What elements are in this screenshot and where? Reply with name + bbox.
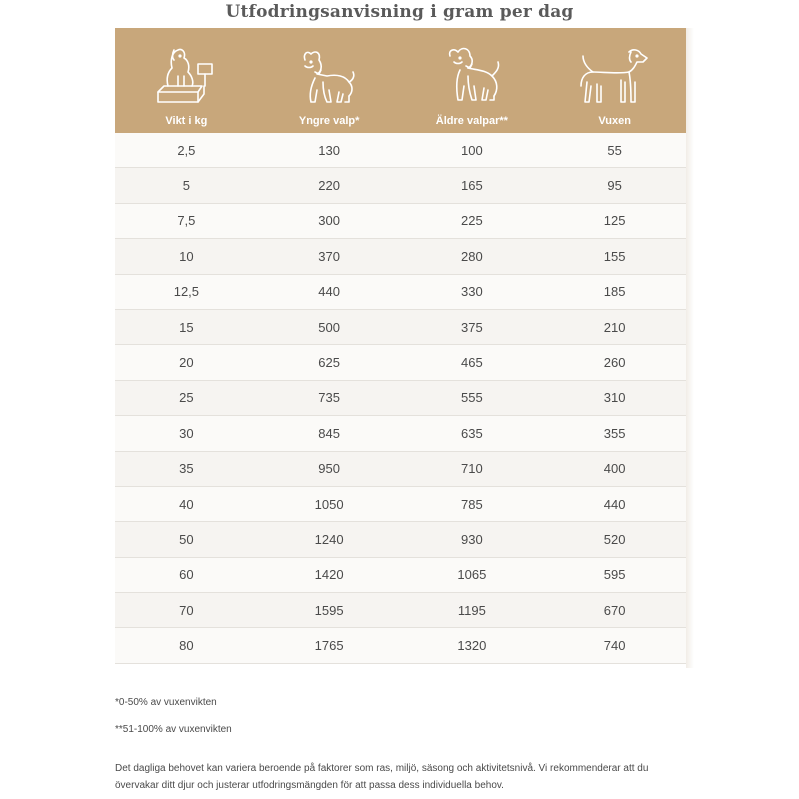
cell-weight: 12,5 bbox=[173, 284, 200, 300]
cell-young-puppy: 1420 bbox=[314, 567, 344, 583]
cell-adult: 670 bbox=[603, 602, 626, 618]
cell-adult: 400 bbox=[603, 461, 626, 477]
cell-weight: 10 bbox=[179, 248, 194, 264]
footnote-older-puppy: **51-100% av vuxenvikten bbox=[115, 724, 232, 735]
table-row bbox=[115, 345, 686, 380]
table-row bbox=[115, 452, 686, 487]
cell-older-puppy: 375 bbox=[461, 319, 483, 335]
table-row bbox=[115, 275, 686, 310]
table-body bbox=[115, 133, 686, 664]
table-row bbox=[115, 628, 686, 663]
cell-older-puppy: 635 bbox=[461, 425, 483, 441]
cell-young-puppy: 845 bbox=[318, 425, 340, 441]
cell-young-puppy: 500 bbox=[318, 319, 340, 335]
cell-adult: 155 bbox=[603, 248, 626, 264]
adult-dog-icon bbox=[573, 42, 657, 112]
table-header bbox=[115, 28, 686, 133]
cell-adult: 740 bbox=[603, 638, 626, 654]
cell-young-puppy: 300 bbox=[318, 213, 340, 229]
cell-weight: 5 bbox=[182, 178, 190, 194]
cell-adult: 440 bbox=[603, 496, 626, 512]
header-label-adult: Vuxen bbox=[598, 115, 631, 127]
cell-older-puppy: 330 bbox=[461, 284, 483, 300]
cell-older-puppy: 100 bbox=[461, 142, 483, 158]
header-weight bbox=[115, 28, 258, 133]
table-row bbox=[115, 168, 686, 203]
table-row bbox=[115, 204, 686, 239]
table-row bbox=[115, 593, 686, 628]
cell-weight: 50 bbox=[179, 531, 194, 547]
cell-young-puppy: 440 bbox=[318, 284, 340, 300]
header-label-young-puppy: Yngre valp* bbox=[298, 115, 360, 127]
cell-weight: 2,5 bbox=[177, 142, 196, 158]
header-label-older-puppy: Äldre valpar** bbox=[435, 115, 508, 127]
cell-adult: 95 bbox=[607, 178, 622, 194]
table-row bbox=[115, 310, 686, 345]
cell-adult: 55 bbox=[607, 142, 622, 158]
header-young-puppy bbox=[258, 28, 401, 133]
cell-older-puppy: 280 bbox=[461, 248, 483, 264]
dog-on-scale-icon bbox=[154, 42, 218, 112]
cell-older-puppy: 785 bbox=[461, 496, 483, 512]
cell-adult: 210 bbox=[603, 319, 626, 335]
cell-older-puppy: 465 bbox=[461, 355, 483, 371]
table-row bbox=[115, 558, 686, 593]
cell-adult: 520 bbox=[603, 531, 626, 547]
cell-older-puppy: 1320 bbox=[457, 638, 487, 654]
cell-young-puppy: 220 bbox=[318, 178, 340, 194]
table-row bbox=[115, 522, 686, 557]
cell-older-puppy: 165 bbox=[461, 178, 483, 194]
cell-young-puppy: 1765 bbox=[314, 638, 344, 654]
cell-weight: 70 bbox=[179, 602, 194, 618]
cell-older-puppy: 1065 bbox=[457, 567, 487, 583]
table-row bbox=[115, 381, 686, 416]
feeding-disclaimer: Det dagliga behovet kan variera beroende på faktorer som ras, miljö, säsong och aktivitetsnivå. Vi rekommenderar att du övervakar ditt djur och justerar utfodringsmängden för att passa dess individuella behov. bbox=[115, 763, 649, 791]
older-puppy-icon bbox=[440, 42, 504, 112]
cell-young-puppy: 1050 bbox=[314, 496, 344, 512]
puppy-icon bbox=[297, 42, 361, 112]
cell-weight: 80 bbox=[179, 638, 194, 654]
cell-young-puppy: 130 bbox=[318, 142, 340, 158]
cell-young-puppy: 625 bbox=[318, 355, 340, 371]
cell-weight: 15 bbox=[179, 319, 194, 335]
cell-adult: 125 bbox=[603, 213, 626, 229]
cell-older-puppy: 930 bbox=[461, 531, 483, 547]
cell-young-puppy: 1240 bbox=[314, 531, 344, 547]
cell-older-puppy: 225 bbox=[461, 213, 483, 229]
cell-older-puppy: 1195 bbox=[457, 602, 486, 618]
cell-young-puppy: 1595 bbox=[314, 602, 344, 618]
cell-older-puppy: 555 bbox=[461, 390, 483, 406]
cell-weight: 40 bbox=[179, 496, 194, 512]
table-row bbox=[115, 487, 686, 522]
cell-weight: 20 bbox=[179, 355, 194, 371]
cell-weight: 7,5 bbox=[177, 213, 196, 229]
cell-young-puppy: 370 bbox=[318, 248, 340, 264]
cell-young-puppy: 735 bbox=[318, 390, 340, 406]
cell-older-puppy: 710 bbox=[461, 461, 483, 477]
cell-weight: 35 bbox=[179, 461, 194, 477]
cell-adult: 185 bbox=[603, 284, 626, 300]
cell-weight: 60 bbox=[179, 567, 194, 583]
cell-adult: 595 bbox=[603, 567, 626, 583]
header-older-puppy bbox=[401, 28, 544, 133]
table-row bbox=[115, 133, 686, 168]
cell-adult: 355 bbox=[603, 425, 626, 441]
header-adult bbox=[543, 28, 686, 133]
cell-adult: 310 bbox=[603, 390, 626, 406]
table-edge-shadow bbox=[686, 28, 694, 668]
footnote-young-puppy: *0-50% av vuxenvikten bbox=[115, 697, 217, 708]
table-row bbox=[115, 239, 686, 274]
cell-young-puppy: 950 bbox=[318, 461, 340, 477]
cell-adult: 260 bbox=[603, 355, 626, 371]
table-row bbox=[115, 416, 686, 451]
cell-weight: 30 bbox=[179, 425, 194, 441]
header-label-weight: Vikt i kg bbox=[165, 115, 208, 127]
page-title: Utfodringsanvisning i gram per dag bbox=[225, 2, 574, 22]
cell-weight: 25 bbox=[179, 390, 194, 406]
